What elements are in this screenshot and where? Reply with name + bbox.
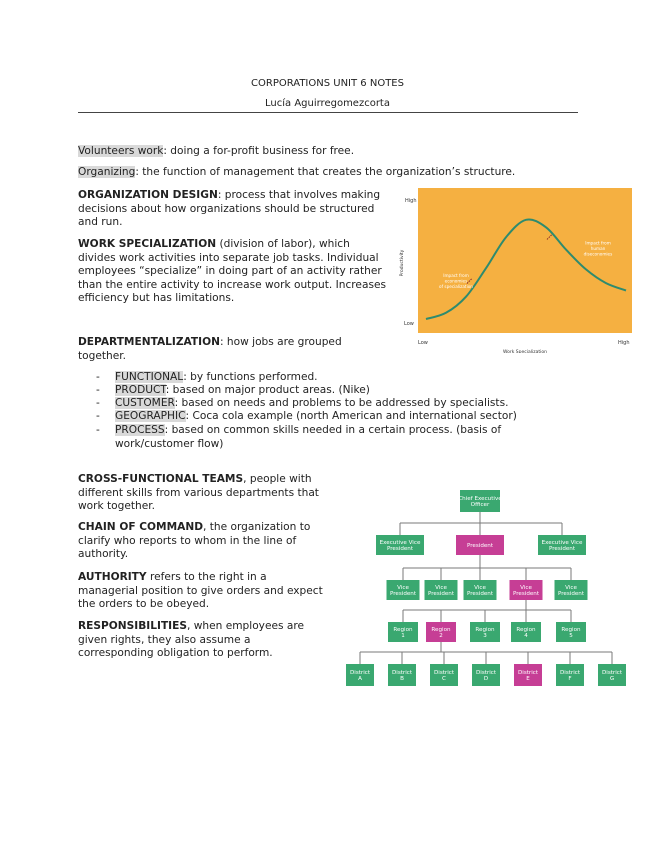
org-box-label: Executive Vice President bbox=[541, 539, 583, 553]
org-box-label: District A bbox=[349, 669, 371, 683]
cft-definition bbox=[78, 473, 328, 514]
org-box-label: Executive Vice President bbox=[379, 539, 421, 553]
org-box-label: Vice President bbox=[557, 584, 585, 598]
work-spec-definition bbox=[78, 238, 386, 306]
y-tick-low: Low bbox=[404, 321, 414, 327]
org-box-label: District C bbox=[433, 669, 455, 683]
org-box-label: President bbox=[466, 543, 494, 549]
y-axis-label: Productivity bbox=[400, 249, 405, 277]
organizing-text: : the function of management that creates the organization’s structure. bbox=[135, 166, 516, 178]
org-box-label: Vice President bbox=[512, 584, 540, 598]
dept-type-desc: : based on major product areas. (Nike) bbox=[165, 384, 370, 396]
list-bullet: - bbox=[96, 410, 100, 422]
org-box-label: District B bbox=[391, 669, 413, 683]
dept-type-desc: : based on needs and problems to be addressed by specialists. bbox=[174, 397, 509, 409]
x-tick-low: Low bbox=[418, 340, 428, 346]
volunteers-term: Volunteers work bbox=[78, 145, 164, 157]
org-box-label: Vice President bbox=[427, 584, 455, 598]
y-tick-high: High bbox=[405, 198, 417, 204]
volunteers-definition bbox=[78, 145, 578, 159]
list-item bbox=[115, 424, 535, 451]
dept-text: : how jobs are grouped together. bbox=[78, 336, 342, 362]
list-item bbox=[115, 410, 535, 424]
organizing-term: Organizing bbox=[78, 166, 136, 178]
org-box-label: Region 1 bbox=[393, 626, 413, 640]
work-spec-term: WORK SPECIALIZATION bbox=[78, 238, 217, 250]
document-author: Lucía Aguirregomezcorta bbox=[265, 98, 390, 109]
org-chart bbox=[340, 484, 640, 694]
volunteers-text: : doing a for-profit business for free. bbox=[163, 145, 355, 157]
work-spec-text: (division of labor), which divides work activities into separate job tasks. Individual employees “specialize” in doing part of an activity rather than the entire activity to increase work output. Increases efficiency but has limitations. bbox=[78, 238, 386, 304]
list-item bbox=[115, 397, 535, 411]
dept-type-term: FUNCTIONAL bbox=[115, 371, 184, 383]
x-axis-label: Work Specialization bbox=[502, 350, 548, 353]
dept-type-desc: : by functions performed. bbox=[183, 371, 318, 383]
responsibilities-text: , when employees are given rights, they also assume a corresponding obligation to perform. bbox=[78, 620, 305, 659]
chart-annotation: Impact from human diseconomies bbox=[583, 240, 613, 257]
org-box-label: Region 5 bbox=[561, 626, 581, 640]
cft-text: , people with different skills from various departments that work together. bbox=[78, 473, 319, 512]
dept-type-term: PRODUCT bbox=[115, 384, 166, 396]
dept-type-term: GEOGRAPHIC bbox=[115, 410, 186, 422]
dept-type-desc: : based on common skills needed in a certain process. (basis of work/customer flow) bbox=[115, 424, 502, 450]
responsibilities-term: RESPONSIBILITIES bbox=[78, 620, 187, 632]
x-tick-high: High bbox=[618, 340, 630, 346]
list-item bbox=[115, 371, 535, 385]
coc-text: , the organization to clarify who reports to whom in the line of authority. bbox=[78, 521, 311, 560]
work-specialization-chart bbox=[398, 188, 634, 353]
coc-term: CHAIN OF COMMAND bbox=[78, 521, 203, 533]
responsibilities-definition bbox=[78, 620, 323, 661]
document-title: CORPORATIONS UNIT 6 NOTES bbox=[251, 78, 404, 89]
title-underline bbox=[78, 112, 578, 113]
authority-term: AUTHORITY bbox=[78, 571, 147, 583]
org-box-label: District D bbox=[475, 669, 497, 683]
cft-term: CROSS-FUNCTIONAL TEAMS bbox=[78, 473, 244, 485]
organizing-definition bbox=[78, 166, 578, 180]
org-box-label: Vice President bbox=[466, 584, 494, 598]
list-bullet: - bbox=[96, 424, 100, 436]
dept-type-desc: : Coca cola example (north American and international sector) bbox=[185, 410, 517, 422]
coc-definition bbox=[78, 521, 323, 562]
org-design-term: ORGANIZATION DESIGN bbox=[78, 189, 218, 201]
org-box-label: District E bbox=[517, 669, 539, 683]
org-box-label: Region 3 bbox=[475, 626, 495, 640]
dept-definition bbox=[78, 336, 368, 363]
org-box-label: District G bbox=[601, 669, 623, 683]
authority-text: refers to the right in a managerial position to give orders and expect the orders to be obeyed. bbox=[78, 571, 323, 610]
org-design-definition bbox=[78, 189, 388, 230]
org-box-label: Region 2 bbox=[431, 626, 451, 640]
org-box-label: Vice President bbox=[389, 584, 417, 598]
list-bullet: - bbox=[96, 397, 100, 409]
list-item bbox=[115, 384, 535, 398]
org-box-label: District F bbox=[559, 669, 581, 683]
dept-type-term: PROCESS bbox=[115, 424, 165, 436]
org-box-label: Region 4 bbox=[516, 626, 536, 640]
org-box-label: Chief Executive Officer bbox=[458, 495, 502, 509]
dept-type-term: CUSTOMER bbox=[115, 397, 175, 409]
list-bullet: - bbox=[96, 371, 100, 383]
org-design-text: : process that involves making decisions about how organizations should be structured and run. bbox=[78, 189, 381, 228]
authority-definition bbox=[78, 571, 328, 612]
chart-annotation: Impact from economies of specialization bbox=[439, 272, 473, 289]
dept-term: DEPARTMENTALIZATION bbox=[78, 336, 220, 348]
list-bullet: - bbox=[96, 384, 100, 396]
